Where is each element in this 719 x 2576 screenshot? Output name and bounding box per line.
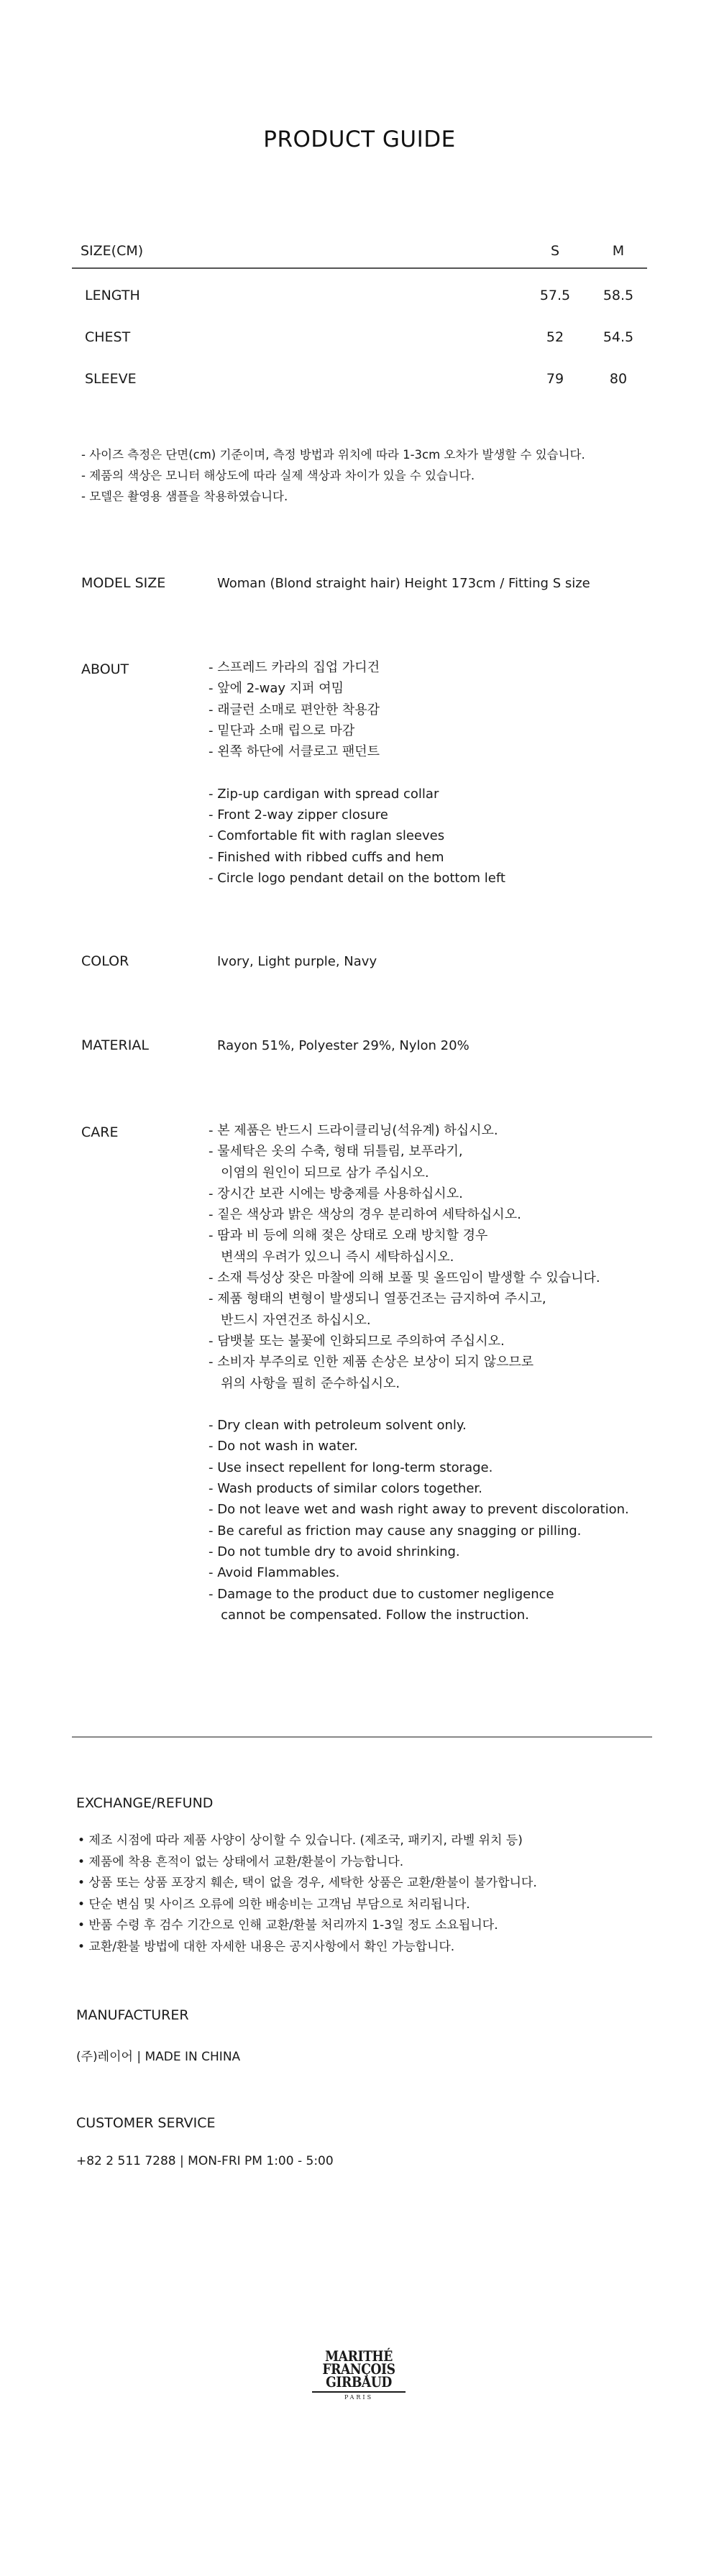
- care-line: - Damage to the product due to customer negligence: [209, 1586, 554, 1602]
- about-line: - 래글런 소매로 편안한 착용감: [209, 702, 380, 718]
- logo-line1: MARITHÉ: [325, 2347, 393, 2365]
- about-line: - Front 2-way zipper closure: [209, 807, 388, 823]
- about-line: - Zip-up cardigan with spread collar: [209, 786, 439, 802]
- page-title: PRODUCT GUIDE: [263, 127, 456, 152]
- care-line: - 제품 형태의 변형이 발생되니 열풍건조는 금지하여 주시고,: [209, 1291, 546, 1307]
- care-line: - 물세탁은 옷의 수축, 형태 뒤틀림, 보푸라기,: [209, 1144, 463, 1160]
- size-row-chest: [72, 311, 647, 352]
- size-row-label: SLEEVE: [85, 371, 137, 387]
- size-row-length: [72, 269, 647, 311]
- customer-service-title: CUSTOMER SERVICE: [76, 2115, 216, 2131]
- care-line: cannot be compensated. Follow the instruction.: [209, 1607, 529, 1623]
- brand-logo: [306, 2347, 411, 2410]
- note-line: - 모델은 촬영용 샘플을 착용하였습니다.: [81, 490, 288, 503]
- about-line: - Circle logo pendant detail on the bottom left: [209, 870, 505, 886]
- about-line: - Finished with ribbed cuffs and hem: [209, 849, 444, 865]
- size-header-m: M: [612, 243, 625, 259]
- model-size-value: Woman (Blond straight hair) Height 173cm / Fitting S size: [217, 576, 590, 591]
- care-line: - 장시간 보관 시에는 방충제를 사용하십시오.: [209, 1186, 463, 1201]
- about-line: - 밑단과 소매 립으로 마감: [209, 723, 355, 738]
- care-line: 위의 사항을 필히 준수하십시오.: [209, 1375, 400, 1391]
- about-label: ABOUT: [81, 661, 129, 677]
- care-line: 반드시 자연건조 하십시오.: [209, 1312, 371, 1328]
- about-line: - 앞에 2-way 지퍼 여밈: [209, 681, 344, 697]
- care-line: - Dry clean with petroleum solvent only.: [209, 1418, 467, 1434]
- care-line: - Use insect repellent for long-term storage.: [209, 1459, 493, 1475]
- color-label: COLOR: [81, 953, 129, 969]
- customer-service-value: +82 2 511 7288 | MON-FRI PM 1:00 - 5:00: [76, 2154, 334, 2168]
- size-value-s: 57.5: [539, 288, 571, 303]
- care-line: - 땀과 비 등에 의해 젖은 상태로 오래 방치할 경우: [209, 1228, 488, 1244]
- logo-line2: FRANÇOIS: [322, 2360, 395, 2378]
- manufacturer-value: (주)레이어 | MADE IN CHINA: [76, 2050, 241, 2064]
- size-header-label: SIZE(CM): [81, 243, 144, 259]
- size-value-s: 79: [546, 371, 564, 387]
- care-line: - Do not wash in water.: [209, 1439, 358, 1454]
- about-list: [209, 657, 505, 889]
- care-label: CARE: [81, 1124, 119, 1140]
- section-divider: [72, 1736, 652, 1738]
- care-line: - Avoid Flammables.: [209, 1565, 340, 1581]
- logo-line3: GIRBAUD: [326, 2373, 392, 2391]
- size-value-m: 58.5: [603, 288, 634, 303]
- care-line: - Wash products of similar colors together.: [209, 1481, 482, 1497]
- size-value-m: 80: [609, 371, 628, 387]
- care-line: 이염의 원인이 되므로 삼가 주십시오.: [209, 1165, 429, 1181]
- care-line: - 소비자 부주의로 인한 제품 손상은 보상이 되지 않으므로: [209, 1355, 534, 1370]
- material-label: MATERIAL: [81, 1037, 149, 1053]
- exchange-item: • 반품 수령 후 검수 기간으로 인해 교환/환불 처리까지 1-3일 정도 소요됩니다.: [78, 1918, 498, 1933]
- care-line: - Be careful as friction may cause any snagging or pilling.: [209, 1523, 582, 1539]
- logo-rule: [312, 2391, 406, 2393]
- size-row-label: LENGTH: [85, 288, 140, 303]
- exchange-item: • 상품 또는 상품 포장지 훼손, 택이 없을 경우, 세탁한 상품은 교환/환불이 불가합니다.: [78, 1876, 537, 1890]
- exchange-item: • 교환/환불 방법에 대한 자세한 내용은 공지사항에서 확인 가능합니다.: [78, 1939, 455, 1954]
- size-row-label: CHEST: [85, 329, 131, 345]
- exchange-list: [78, 1830, 537, 1958]
- care-line: - 담뱃불 또는 불꽃에 인화되므로 주의하여 주십시오.: [209, 1333, 505, 1349]
- size-row-sleeve: [72, 352, 647, 394]
- color-value: Ivory, Light purple, Navy: [217, 954, 377, 969]
- note-line: - 사이즈 측정은 단면(cm) 기준이며, 측정 방법과 위치에 따라 1-3cm 오차가 발생할 수 있습니다.: [81, 448, 585, 462]
- size-notes: [81, 444, 585, 507]
- model-size-label: MODEL SIZE: [81, 575, 166, 591]
- size-header-s: S: [550, 243, 560, 259]
- about-line: [209, 762, 505, 783]
- care-line: - 본 제품은 반드시 드라이클리닝(석유계) 하십시오.: [209, 1123, 498, 1138]
- care-line: - 소재 특성상 잦은 마찰에 의해 보풀 및 올뜨임이 발생할 수 있습니다.: [209, 1270, 600, 1286]
- about-line: - 왼쪽 하단에 서클로고 팬던트: [209, 744, 380, 760]
- care-line: - 짙은 색상과 밝은 색상의 경우 분리하여 세탁하십시오.: [209, 1207, 521, 1223]
- exchange-title: EXCHANGE/REFUND: [76, 1795, 214, 1811]
- logo-sub: PARIS: [344, 2394, 374, 2401]
- size-value-s: 52: [546, 329, 564, 345]
- exchange-item: • 단순 변심 및 사이즈 오류에 의한 배송비는 고객님 부담으로 처리됩니다.: [78, 1897, 470, 1912]
- about-line: - Comfortable fit with raglan sleeves: [209, 828, 445, 844]
- care-line: [209, 1394, 629, 1415]
- size-table-header: [72, 239, 647, 269]
- care-line: - Do not tumble dry to avoid shrinking.: [209, 1544, 460, 1559]
- size-table: [72, 239, 647, 394]
- care-line: 변색의 우려가 있으니 즉시 세탁하십시오.: [209, 1249, 454, 1265]
- exchange-item: • 제품에 착용 흔적이 없는 상태에서 교환/환불이 가능합니다.: [78, 1854, 404, 1869]
- material-value: Rayon 51%, Polyester 29%, Nylon 20%: [217, 1038, 470, 1053]
- size-value-m: 54.5: [603, 329, 634, 345]
- care-list: [209, 1120, 629, 1626]
- exchange-item: • 제조 시점에 따라 제품 사양이 상이할 수 있습니다. (제조국, 패키지, 라벨 위치 등): [78, 1833, 523, 1848]
- manufacturer-title: MANUFACTURER: [76, 2007, 189, 2023]
- care-line: - Do not leave wet and wash right away to prevent discoloration.: [209, 1502, 629, 1518]
- note-line: - 제품의 색상은 모니터 해상도에 따라 실제 색상과 차이가 있을 수 있습니다.: [81, 469, 475, 482]
- about-line: - 스프레드 카라의 집업 가디건: [209, 660, 380, 675]
